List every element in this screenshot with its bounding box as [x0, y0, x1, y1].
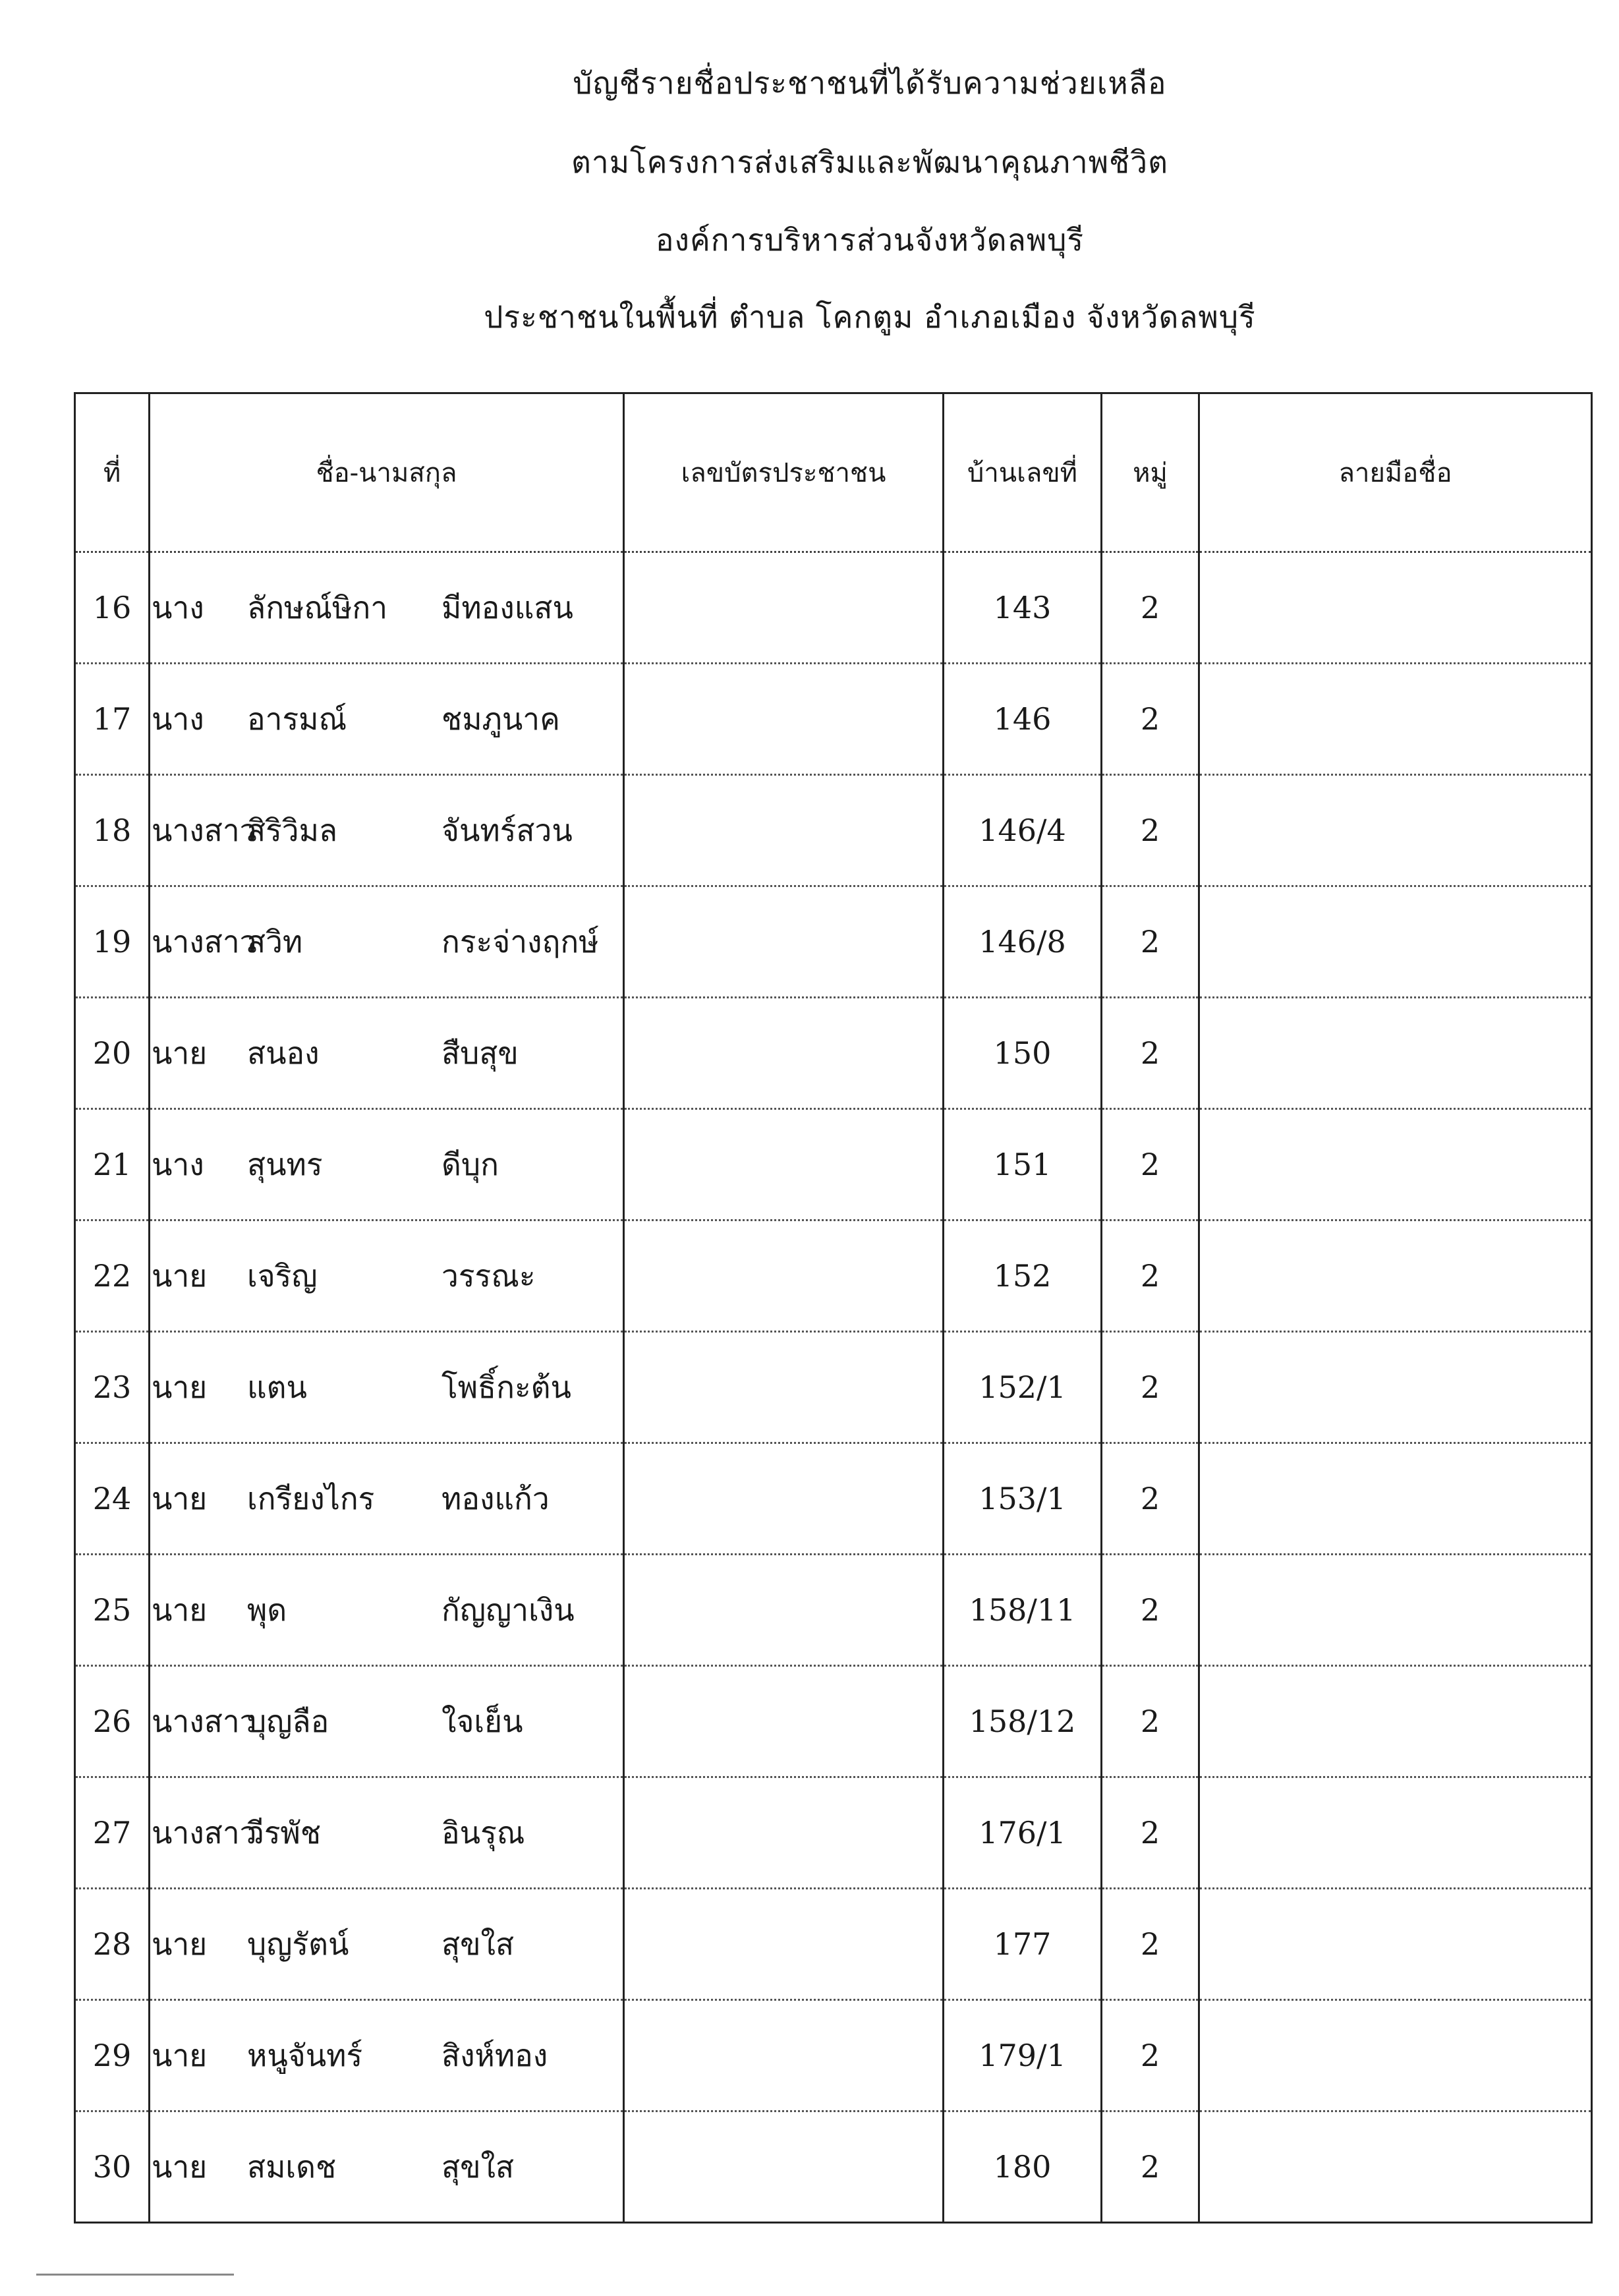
- cell-signature: [1199, 1109, 1592, 1220]
- cell-moo: 2: [1102, 552, 1199, 664]
- cell-moo: 2: [1102, 664, 1199, 775]
- cell-signature: [1199, 886, 1592, 998]
- cell-house-number: 177: [944, 1889, 1102, 2000]
- cell-house-number: 152/1: [944, 1332, 1102, 1443]
- table-row: [75, 1109, 1592, 1220]
- cell-no: 21: [75, 1109, 150, 1220]
- cell-no: 20: [75, 998, 150, 1109]
- last-name: วรรณะ: [441, 1257, 536, 1294]
- first-name: เกรียงไกร: [247, 1480, 375, 1516]
- table-header-row: [75, 393, 1592, 552]
- name-title: นาย: [152, 2037, 208, 2073]
- column-header-house: บ้านเลขที่: [944, 393, 1102, 552]
- cell-no: 22: [75, 1220, 150, 1332]
- cell-name: [150, 1666, 624, 1777]
- last-name: ทองแก้ว: [441, 1480, 550, 1516]
- cell-id-number: [624, 1555, 944, 1666]
- first-name: สนอง: [247, 1035, 320, 1071]
- cell-moo: 2: [1102, 2111, 1199, 2223]
- column-header-no: ที่: [75, 393, 150, 552]
- cell-no: 16: [75, 552, 150, 664]
- cell-moo: 2: [1102, 775, 1199, 886]
- last-name: อินรุณ: [441, 1814, 525, 1851]
- name-title: นาง: [152, 589, 204, 625]
- table-row: [75, 998, 1592, 1109]
- name-title: นาย: [152, 1369, 208, 1405]
- cell-signature: [1199, 1889, 1592, 2000]
- cell-id-number: [624, 998, 944, 1109]
- header-project: ตามโครงการส่งเสริมและพัฒนาคุณภาพชีวิต: [571, 144, 1168, 180]
- cell-house-number: 180: [944, 2111, 1102, 2223]
- cell-moo: 2: [1102, 1666, 1199, 1777]
- cell-no: 30: [75, 2111, 150, 2223]
- cell-house-number: 143: [944, 552, 1102, 664]
- cell-house-number: 153/1: [944, 1443, 1102, 1555]
- cell-house-number: 150: [944, 998, 1102, 1109]
- name-title: นาย: [152, 1257, 208, 1294]
- cell-signature: [1199, 1777, 1592, 1889]
- footer-divider: [36, 2274, 234, 2276]
- table-row: [75, 1666, 1592, 1777]
- cell-id-number: [624, 1666, 944, 1777]
- cell-name: [150, 775, 624, 886]
- name-title: นาง: [152, 1146, 204, 1182]
- column-header-id: เลขบัตรประชาชน: [624, 393, 944, 552]
- cell-name: [150, 1109, 624, 1220]
- last-name: สุขใส: [441, 2148, 515, 2185]
- cell-moo: 2: [1102, 998, 1199, 1109]
- cell-id-number: [624, 1332, 944, 1443]
- name-title: นาย: [152, 1592, 208, 1628]
- cell-signature: [1199, 1220, 1592, 1332]
- cell-no: 17: [75, 664, 150, 775]
- cell-id-number: [624, 2000, 944, 2111]
- name-title: นางสาว: [152, 1703, 257, 1739]
- cell-house-number: 146: [944, 664, 1102, 775]
- name-title: นาย: [152, 2148, 208, 2185]
- cell-moo: 2: [1102, 886, 1199, 998]
- cell-house-number: 176/1: [944, 1777, 1102, 1889]
- last-name: ดีบุก: [441, 1146, 499, 1182]
- name-title: นางสาว: [152, 812, 257, 848]
- cell-name: [150, 664, 624, 775]
- cell-house-number: 151: [944, 1109, 1102, 1220]
- cell-signature: [1199, 775, 1592, 886]
- first-name: เจริญ: [247, 1257, 318, 1294]
- cell-id-number: [624, 1889, 944, 2000]
- last-name: กัญญาเงิน: [441, 1592, 575, 1628]
- cell-signature: [1199, 998, 1592, 1109]
- first-name: ลักษณ์ษิกา: [247, 589, 388, 625]
- cell-signature: [1199, 552, 1592, 664]
- table-row: [75, 1889, 1592, 2000]
- last-name: สุขใส: [441, 1926, 515, 1962]
- first-name: หนูจันทร์: [247, 2037, 363, 2073]
- cell-name: [150, 1220, 624, 1332]
- cell-no: 24: [75, 1443, 150, 1555]
- cell-signature: [1199, 1443, 1592, 1555]
- first-name: พุด: [247, 1592, 287, 1628]
- table-row: [75, 552, 1592, 664]
- cell-no: 23: [75, 1332, 150, 1443]
- cell-moo: 2: [1102, 1109, 1199, 1220]
- first-name: สุนทร: [247, 1146, 323, 1182]
- name-title: นาย: [152, 1926, 208, 1962]
- cell-name: [150, 2000, 624, 2111]
- cell-name: [150, 1443, 624, 1555]
- cell-id-number: [624, 552, 944, 664]
- first-name: บุญรัตน์: [247, 1926, 349, 1962]
- cell-no: 25: [75, 1555, 150, 1666]
- cell-house-number: 158/12: [944, 1666, 1102, 1777]
- cell-name: [150, 552, 624, 664]
- recipient-table-container: [74, 392, 1591, 2241]
- table-row: [75, 664, 1592, 775]
- first-name: สวิท: [247, 923, 303, 960]
- last-name: กระจ่างฤกษ์: [441, 923, 599, 960]
- column-header-moo: หมู่: [1102, 393, 1199, 552]
- cell-name: [150, 2111, 624, 2223]
- name-title: นาย: [152, 1480, 208, 1516]
- first-name: บุญลือ: [247, 1703, 329, 1739]
- cell-house-number: 146/8: [944, 886, 1102, 998]
- name-title: นาง: [152, 701, 204, 737]
- first-name: สมเดช: [247, 2148, 337, 2185]
- cell-id-number: [624, 1777, 944, 1889]
- cell-name: [150, 1332, 624, 1443]
- table-row: [75, 1777, 1592, 1889]
- cell-no: 18: [75, 775, 150, 886]
- cell-house-number: 152: [944, 1220, 1102, 1332]
- table-row: [75, 886, 1592, 998]
- header-title: บัญชีรายชื่อประชาชนที่ได้รับความช่วยเหลือ: [573, 65, 1167, 101]
- cell-no: 27: [75, 1777, 150, 1889]
- cell-signature: [1199, 1555, 1592, 1666]
- cell-moo: 2: [1102, 1443, 1199, 1555]
- last-name: ชมภูนาค: [441, 701, 560, 737]
- cell-signature: [1199, 1332, 1592, 1443]
- table-row: [75, 1443, 1592, 1555]
- table-row: [75, 2111, 1592, 2223]
- cell-signature: [1199, 1666, 1592, 1777]
- last-name: จันทร์สวน: [441, 812, 573, 848]
- header-area: ประชาชนในพื้นที่ ตำบล โคกตูม อำเภอเมือง จังหวัดลพบุรี: [484, 299, 1256, 335]
- cell-moo: 2: [1102, 1220, 1199, 1332]
- cell-house-number: 146/4: [944, 775, 1102, 886]
- first-name: อารมณ์: [247, 701, 347, 737]
- cell-moo: 2: [1102, 1889, 1199, 2000]
- recipient-table: [74, 392, 1593, 2224]
- last-name: ใจเย็น: [441, 1703, 523, 1739]
- cell-name: [150, 1777, 624, 1889]
- table-row: [75, 2000, 1592, 2111]
- last-name: สืบสุข: [441, 1035, 519, 1071]
- column-header-signature: ลายมือชื่อ: [1199, 393, 1592, 552]
- first-name: แตน: [247, 1369, 307, 1405]
- column-header-name: ชื่อ-นามสกุล: [150, 393, 624, 552]
- cell-moo: 2: [1102, 1555, 1199, 1666]
- cell-name: [150, 1889, 624, 2000]
- cell-name: [150, 1555, 624, 1666]
- cell-id-number: [624, 775, 944, 886]
- cell-signature: [1199, 664, 1592, 775]
- first-name: สิริวิมล: [247, 812, 338, 848]
- cell-moo: 2: [1102, 1332, 1199, 1443]
- header-organization: องค์การบริหารส่วนจังหวัดลพบุรี: [655, 222, 1085, 258]
- cell-id-number: [624, 664, 944, 775]
- first-name: วีรพัช: [247, 1814, 322, 1851]
- cell-house-number: 179/1: [944, 2000, 1102, 2111]
- cell-signature: [1199, 2111, 1592, 2223]
- cell-moo: 2: [1102, 1777, 1199, 1889]
- cell-id-number: [624, 1109, 944, 1220]
- cell-no: 28: [75, 1889, 150, 2000]
- cell-house-number: 158/11: [944, 1555, 1102, 1666]
- cell-id-number: [624, 2111, 944, 2223]
- cell-signature: [1199, 2000, 1592, 2111]
- cell-no: 26: [75, 1666, 150, 1777]
- name-title: นางสาว: [152, 923, 257, 960]
- table-body: [75, 552, 1592, 2223]
- table-row: [75, 1332, 1592, 1443]
- cell-id-number: [624, 1220, 944, 1332]
- last-name: มีทองแสน: [441, 589, 573, 625]
- cell-name: [150, 998, 624, 1109]
- table-row: [75, 1220, 1592, 1332]
- last-name: โพธิ์กะต้น: [441, 1369, 571, 1405]
- cell-name: [150, 886, 624, 998]
- cell-no: 29: [75, 2000, 150, 2111]
- cell-id-number: [624, 886, 944, 998]
- cell-no: 19: [75, 886, 150, 998]
- table-row: [75, 1555, 1592, 1666]
- table-row: [75, 775, 1592, 886]
- cell-id-number: [624, 1443, 944, 1555]
- cell-moo: 2: [1102, 2000, 1199, 2111]
- last-name: สิงห์ทอง: [441, 2037, 548, 2073]
- name-title: นางสาว: [152, 1814, 257, 1851]
- name-title: นาย: [152, 1035, 208, 1071]
